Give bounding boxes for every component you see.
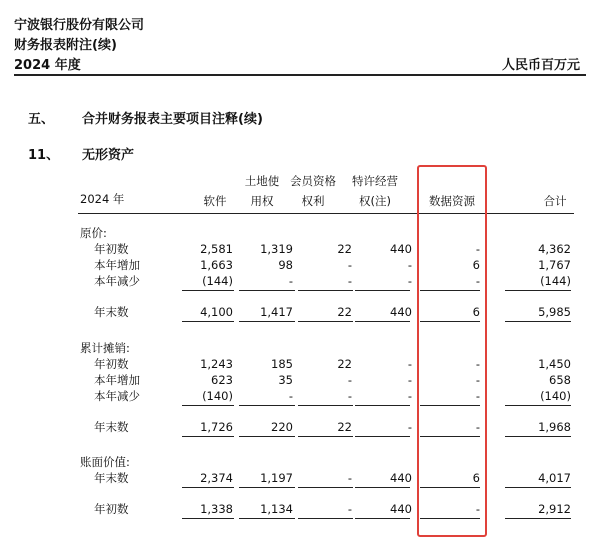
table-cell: -: [475, 502, 480, 516]
table-cell: 1,134: [260, 502, 293, 516]
table-cell: -: [475, 274, 480, 288]
table-cell: 185: [271, 357, 293, 371]
table-cell: -: [407, 389, 412, 403]
table-cell: -: [407, 373, 412, 387]
table-cell: -: [475, 357, 480, 371]
currency-unit: 人民币百万元: [501, 58, 580, 73]
cell-underline: [239, 487, 295, 488]
table-cell: 1,243: [200, 357, 233, 371]
table-cell: -: [475, 373, 480, 387]
column-header-4-line-0: 数据资源: [429, 194, 475, 208]
table-cell: -: [475, 420, 480, 434]
row-label: 年末数: [94, 420, 129, 434]
column-header-0-line-0: 软件: [203, 194, 227, 208]
table-cell: 22: [337, 357, 352, 371]
cell-underline: [505, 436, 571, 437]
column-header-2-line-1: 权利: [301, 194, 325, 208]
cell-underline: [355, 321, 410, 322]
table-cell: 35: [278, 373, 293, 387]
cell-underline: [505, 405, 571, 406]
row-label: 本年增加: [94, 373, 140, 387]
table-cell: 4,017: [538, 471, 571, 485]
table-cell: (140): [202, 389, 233, 403]
column-header-3-line-0: 特许经营: [352, 174, 398, 188]
subsection-number: 11、: [28, 148, 60, 163]
table-cell: 440: [390, 471, 412, 485]
table-cell: -: [347, 258, 352, 272]
table-cell: -: [347, 471, 352, 485]
row-label: 原价:: [80, 226, 107, 240]
table-cell: 1,338: [200, 502, 233, 516]
row-label: 年初数: [94, 502, 129, 516]
row-label: 账面价值:: [80, 455, 130, 469]
table-cell: 6: [472, 471, 480, 485]
row-label: 年初数: [94, 357, 129, 371]
table-cell: 1,319: [260, 242, 293, 256]
cell-underline: [239, 290, 295, 291]
row-label: 本年减少: [94, 274, 140, 288]
cell-underline: [182, 436, 234, 437]
cell-underline: [298, 290, 353, 291]
table-cell: 2,581: [200, 242, 233, 256]
cell-underline: [239, 321, 295, 322]
table-cell: 22: [337, 305, 352, 319]
row-label: 本年减少: [94, 389, 140, 403]
row-label: 年初数: [94, 242, 129, 256]
row-label: 年末数: [94, 471, 129, 485]
row-label: 年末数: [94, 305, 129, 319]
table-cell: 4,362: [538, 242, 571, 256]
table-cell: 440: [390, 502, 412, 516]
table-cell: -: [407, 258, 412, 272]
header-divider: [14, 74, 586, 76]
report-year: 2024 年度: [14, 58, 81, 73]
table-cell: -: [407, 357, 412, 371]
cell-underline: [298, 321, 353, 322]
table-cell: -: [288, 274, 293, 288]
cell-underline: [505, 487, 571, 488]
cell-underline: [298, 405, 353, 406]
table-cell: 1,197: [260, 471, 293, 485]
table-cell: 2,374: [200, 471, 233, 485]
table-cell: 6: [472, 305, 480, 319]
column-header-3-line-1: 权(注): [359, 194, 391, 208]
table-cell: 5,985: [538, 305, 571, 319]
table-cell: 1,663: [200, 258, 233, 272]
cell-underline: [355, 518, 410, 519]
cell-underline: [355, 436, 410, 437]
table-cell: 98: [278, 258, 293, 272]
table-year-label: 2024 年: [80, 192, 125, 206]
cell-underline: [298, 487, 353, 488]
column-header-1-line-1: 用权: [250, 194, 274, 208]
row-label: 本年增加: [94, 258, 140, 272]
company-name: 宁波银行股份有限公司: [14, 18, 145, 33]
table-cell: -: [407, 420, 412, 434]
data-resources-highlight-box: [417, 165, 487, 537]
table-cell: -: [347, 373, 352, 387]
table-cell: -: [475, 242, 480, 256]
table-cell: 623: [211, 373, 233, 387]
column-header-divider: [78, 213, 574, 214]
cell-underline: [505, 321, 571, 322]
table-cell: -: [347, 389, 352, 403]
table-cell: -: [288, 389, 293, 403]
table-cell: 1,726: [200, 420, 233, 434]
cell-underline: [182, 405, 234, 406]
cell-underline: [505, 290, 571, 291]
column-header-1-line-0: 土地使: [244, 174, 280, 188]
cell-underline: [355, 290, 410, 291]
section-title: 合并财务报表主要项目注释(续): [82, 112, 263, 127]
table-cell: (140): [540, 389, 571, 403]
table-cell: 220: [271, 420, 293, 434]
report-subtitle: 财务报表附注(续): [14, 38, 117, 53]
cell-underline: [239, 518, 295, 519]
table-cell: 1,968: [538, 420, 571, 434]
table-cell: 2,912: [538, 502, 571, 516]
table-cell: (144): [540, 274, 571, 288]
subsection-title: 无形资产: [82, 148, 135, 163]
cell-underline: [182, 290, 234, 291]
table-cell: 1,450: [538, 357, 571, 371]
table-cell: 22: [337, 242, 352, 256]
table-cell: 1,767: [538, 258, 571, 272]
table-cell: (144): [202, 274, 233, 288]
table-cell: 440: [390, 242, 412, 256]
table-cell: 1,417: [260, 305, 293, 319]
cell-underline: [182, 518, 234, 519]
cell-underline: [182, 487, 234, 488]
table-cell: 440: [390, 305, 412, 319]
cell-underline: [505, 518, 571, 519]
column-header-2-line-0: 会员资格: [290, 174, 336, 188]
section-number: 五、: [28, 112, 55, 127]
cell-underline: [355, 405, 410, 406]
table-cell: -: [475, 389, 480, 403]
cell-underline: [298, 436, 353, 437]
column-header-5-line-0: 合计: [543, 194, 567, 208]
table-cell: 22: [337, 420, 352, 434]
table-cell: 658: [549, 373, 571, 387]
table-cell: 6: [472, 258, 480, 272]
table-cell: -: [407, 274, 412, 288]
cell-underline: [239, 436, 295, 437]
cell-underline: [355, 487, 410, 488]
table-cell: -: [347, 502, 352, 516]
table-cell: -: [347, 274, 352, 288]
row-label: 累计摊销:: [80, 341, 130, 355]
cell-underline: [182, 321, 234, 322]
table-cell: 4,100: [200, 305, 233, 319]
cell-underline: [239, 405, 295, 406]
cell-underline: [298, 518, 353, 519]
